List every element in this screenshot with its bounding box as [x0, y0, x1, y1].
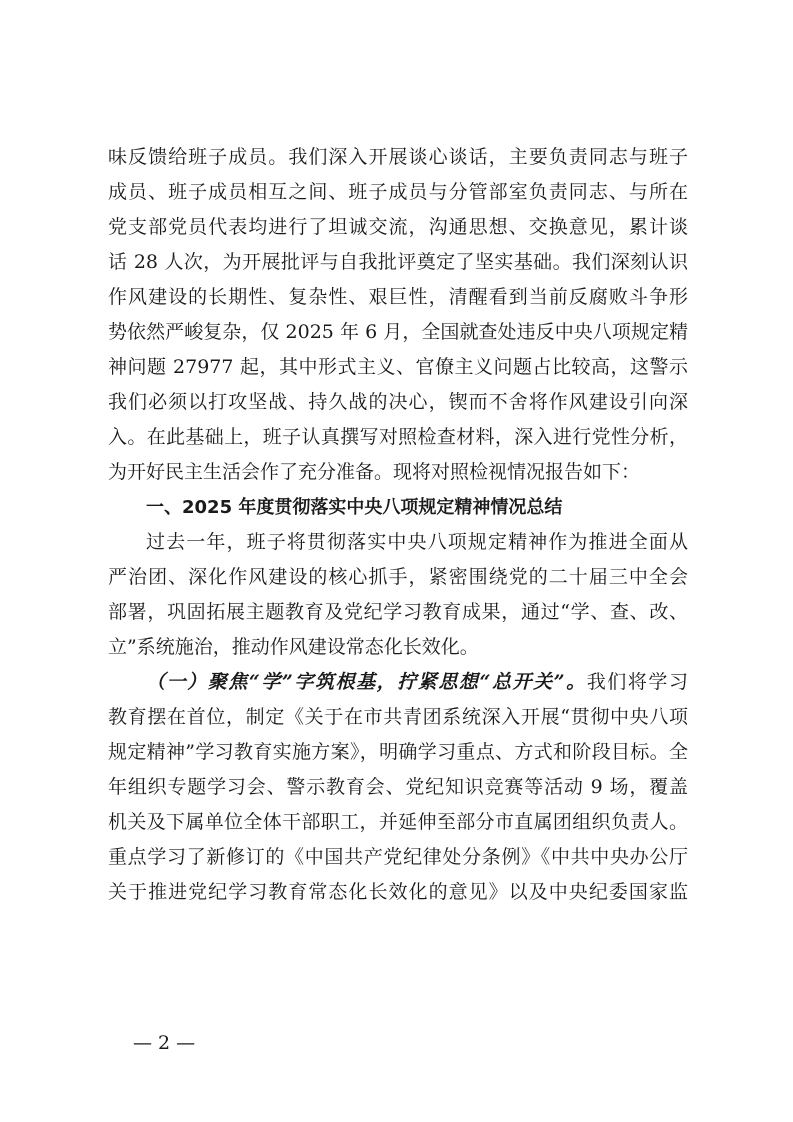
page-number: — 2 —	[133, 1032, 196, 1054]
text-line: 话 28 人次，为开展批评与自我批评奠定了坚实基础。我们深刻认识	[108, 251, 688, 273]
text-line: 机关及下属单位全体干部职工，并延伸至部分市直属团组织负责人。	[108, 811, 688, 833]
body-text	[108, 140, 688, 910]
text-line: 势依然严峻复杂，仅 2025 年 6 月，全国就查处违反中央八项规定精	[108, 321, 688, 343]
text-line: 关于推进党纪学习教育常态化长效化的意见》以及中央纪委国家监	[108, 881, 688, 903]
subheading-line	[108, 665, 688, 700]
text-line: 教育摆在首位，制定《关于在市共青团系统深入开展“贯彻中央八项	[108, 706, 688, 728]
text-line: 年组织专题学习会、警示教育会、党纪知识竞赛等活动 9 场，覆盖	[108, 776, 688, 798]
section-heading: 一、2025 年度贯彻落实中央八项规定精神情况总结	[146, 497, 563, 518]
text-line: 入。在此基础上，班子认真撰写对照检查材料，深入进行党性分析，	[108, 426, 688, 448]
text-line: 我们必须以打攻坚战、持久战的决心，锲而不舍将作风建设引向深	[108, 391, 688, 413]
text-line: 过去一年，班子将贯彻落实中央八项规定精神作为推进全面从	[146, 531, 688, 553]
text-line: 党支部党员代表均进行了坦诚交流，沟通思想、交换意见，累计谈	[108, 216, 688, 238]
text-line: 严治团、深化作风建设的核心抓手，紧密围绕党的二十届三中全会	[108, 566, 688, 588]
text-line: 神问题 27977 起，其中形式主义、官僚主义问题占比较高，这警示	[108, 356, 688, 378]
text-line: 味反馈给班子成员。我们深入开展谈心谈话，主要负责同志与班子	[108, 146, 688, 168]
text-line: 重点学习了新修订的《中国共产党纪律处分条例》《中共中央办公厅	[108, 846, 688, 868]
text-line: 作风建设的长期性、复杂性、艰巨性，清醒看到当前反腐败斗争形	[108, 286, 688, 308]
text-line: 规定精神”学习教育实施方案》，明确学习重点、方式和阶段目标。全	[108, 741, 688, 763]
text-line: 为开好民主生活会作了充分准备。现将对照检视情况报告如下：	[108, 461, 641, 483]
text-segment: 我们将学习	[586, 671, 688, 693]
text-line: 部署，巩固拓展主题教育及党纪学习教育成果，通过“学、查、改、	[108, 601, 688, 623]
subsection-heading: （一）聚焦“学”字筑根基，拧紧思想“总开关”。	[146, 671, 587, 693]
text-line: 立”系统施治，推动作风建设常态化长效化。	[108, 636, 479, 658]
text-line: 成员、班子成员相互之间、班子成员与分管部室负责同志、与所在	[108, 181, 688, 203]
